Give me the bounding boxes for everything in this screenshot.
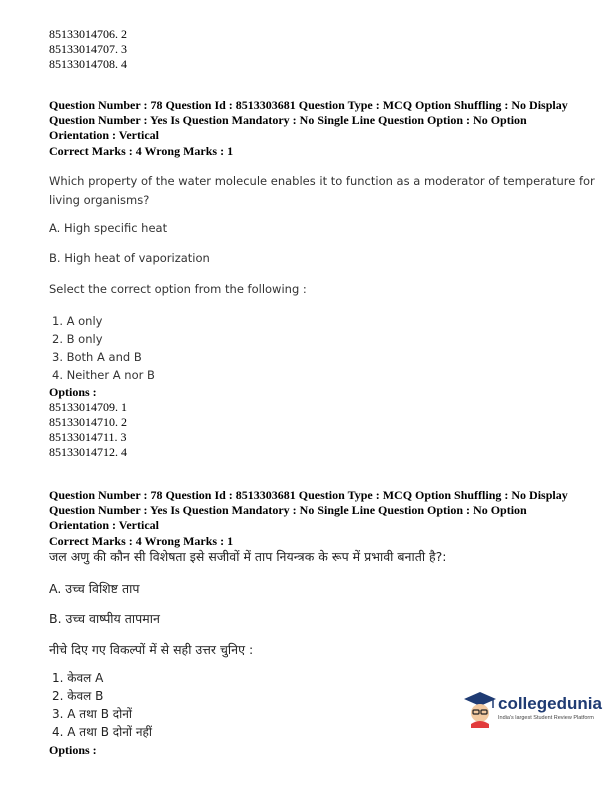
header-line: Question Number : 78 Question Id : 8513303681 Question Type : MCQ Option Shuffling : No Display [49, 98, 568, 112]
option-line: 85133014712. 4 [49, 445, 127, 459]
option-line: 85133014709. 1 [49, 400, 127, 414]
choice-item: 2. B only [52, 332, 103, 346]
header-line: Orientation : Vertical [49, 518, 159, 532]
header-line: Question Number : Yes Is Question Mandatory : No Single Line Question Option : No Option [49, 503, 527, 517]
option-line: 85133014707. 3 [49, 42, 127, 56]
collegedunia-logo [462, 688, 602, 734]
question-1-options [49, 385, 579, 460]
question-line: living organisms? [49, 193, 150, 207]
select-instruction: Select the correct option from the following : [49, 282, 307, 296]
question-line: Which property of the water molecule enables it to function as a moderator of temperature for [49, 174, 595, 188]
question-1-text [49, 172, 595, 210]
question-2-header [49, 488, 579, 549]
choice-item: 3. A तथा B दोनों [52, 707, 133, 721]
question-2-text: जल अणु की कौन सी विशेषता इसे सजीवों में ताप नियन्त्रक के रूप में प्रभावी बनाती है?: [49, 549, 447, 564]
statement-b-hindi: B. उच्च वाष्पीय तापमान [49, 611, 160, 626]
statement-b: B. High heat of vaporization [49, 251, 210, 265]
header-line: Question Number : 78 Question Id : 8513303681 Question Type : MCQ Option Shuffling : No Display [49, 488, 568, 502]
choice-item: 1. केवल A [52, 671, 104, 685]
options-label: Options : [49, 385, 97, 399]
option-line: 85133014708. 4 [49, 57, 127, 71]
choice-item: 4. Neither A nor B [52, 368, 155, 382]
select-instruction-hindi: नीचे दिए गए विकल्पों में से सही उत्तर चुनिए : [49, 642, 254, 657]
option-line: 85133014706. 2 [49, 27, 127, 41]
top-options [49, 27, 579, 72]
statement-a: A. High specific heat [49, 221, 168, 235]
marks-line: Correct Marks : 4 Wrong Marks : 1 [49, 534, 234, 548]
question-1-header [49, 98, 579, 159]
option-line: 85133014711. 3 [49, 430, 127, 444]
marks-line: Correct Marks : 4 Wrong Marks : 1 [49, 144, 234, 158]
header-line: Question Number : Yes Is Question Mandatory : No Single Line Question Option : No Option [49, 113, 527, 127]
graduate-icon [462, 688, 498, 728]
option-line: 85133014710. 2 [49, 415, 127, 429]
choice-item: 1. A only [52, 314, 103, 328]
header-line: Orientation : Vertical [49, 128, 159, 142]
choice-item: 2. केवल B [52, 689, 104, 703]
statement-a-hindi: A. उच्च विशिष्ट ताप [49, 581, 140, 596]
question-1-choices [52, 312, 582, 384]
logo-tagline: India's largest Student Review Platform [498, 715, 594, 721]
options-label: Options : [49, 743, 97, 757]
choice-item: 4. A तथा B दोनों नहीं [52, 725, 152, 739]
logo-wordmark: collegedunia [498, 694, 602, 713]
choice-item: 3. Both A and B [52, 350, 142, 364]
